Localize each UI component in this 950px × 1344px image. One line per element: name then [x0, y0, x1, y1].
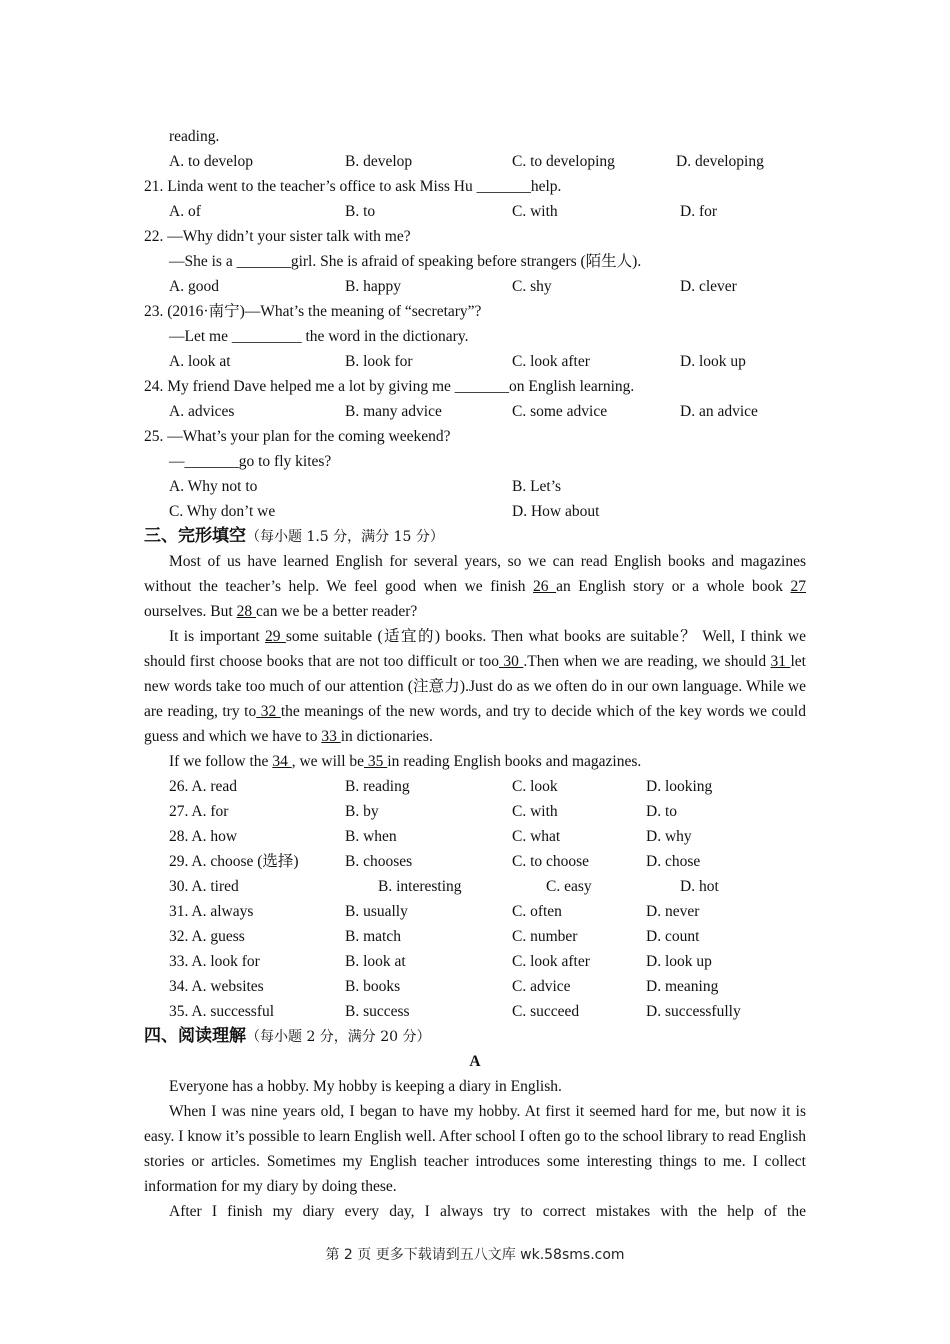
option-a: 27. A. for: [169, 803, 229, 820]
blank-31: 31: [770, 653, 791, 670]
option-b: B. reading: [345, 778, 410, 795]
section-3-title: 三、完形填空: [144, 526, 246, 546]
cloze-paragraph-3: [144, 749, 806, 774]
option-d: D. an advice: [680, 403, 758, 420]
q31-options: [144, 899, 806, 924]
cloze-paragraph-2: [144, 624, 806, 749]
q34-options: [144, 974, 806, 999]
reading-paragraph-1: Everyone has a hobby. My hobby is keeping a diary in English.: [169, 1078, 562, 1095]
reading-paragraph-2: When I was nine years old, I began to have my hobby. At first it seemed hard for me, but now it is easy. I know it’s possible to learn English well. After school I often go to the school library to read English stories or articles. Sometimes my English teacher introduces some interesting things to me. I collect information for my diary by doing these.: [144, 1103, 806, 1195]
option-b: B. books: [345, 978, 401, 995]
q23-stem-reply: —Let me _________ the word in the dictionary.: [169, 328, 469, 345]
blank-33: 33: [321, 728, 341, 745]
option-b: B. to: [345, 203, 376, 220]
option-b: B. usually: [345, 903, 408, 920]
blank-27: 27: [790, 578, 807, 595]
q20-options: [144, 149, 806, 174]
option-a: 26. A. read: [169, 778, 238, 795]
option-b: B. interesting: [378, 878, 462, 895]
option-b: B. many advice: [345, 403, 442, 420]
option-c: C. look: [512, 778, 558, 795]
exam-page: [144, 124, 806, 1224]
option-a: 35. A. successful: [169, 1003, 275, 1020]
option-c: C. often: [512, 903, 562, 920]
option-b: B. when: [345, 828, 397, 845]
option-a: 32. A. guess: [169, 928, 245, 945]
q28-options: [144, 824, 806, 849]
option-b: B. look at: [345, 953, 406, 970]
option-c: C. shy: [512, 278, 552, 295]
q35-options: [144, 999, 806, 1024]
option-b: B. look for: [345, 353, 413, 370]
option-a: A. Why not to: [169, 478, 258, 495]
option-c: C. some advice: [512, 403, 608, 420]
cloze-text: let new words take too much of our attention (注意力).Just do as we often do in our own language. While we are reading, try to: [144, 653, 806, 720]
option-c: C. to developing: [512, 153, 615, 170]
cloze-text: some suitable (适宜的) books. Then what books are suitable？ Well, I think we should first choose books that are not too difficult or too: [144, 628, 807, 670]
option-d: D. chose: [646, 853, 701, 870]
option-d: D. meaning: [646, 978, 719, 995]
q22-stem-reply: —She is a _______girl. She is afraid of speaking before strangers (陌生人).: [169, 253, 642, 270]
blank-28: 28: [236, 603, 256, 620]
cloze-text: If we follow the: [169, 753, 273, 770]
option-b: B. chooses: [345, 853, 413, 870]
section-4-note: （每小题 2 分，满分 20 分）: [246, 1029, 431, 1045]
cloze-text: ourselves. But: [144, 603, 237, 620]
option-c: C. with: [512, 203, 558, 220]
option-d: D. count: [646, 928, 700, 945]
q23-stem: 23. (2016·南宁)—What’s the meaning of “secretary”?: [144, 303, 482, 320]
q20-stem-tail: reading.: [169, 128, 220, 145]
q24-stem: 24. My friend Dave helped me a lot by giving me _______on English learning.: [144, 378, 635, 395]
option-b: B. develop: [345, 153, 413, 170]
option-d: D. look up: [680, 353, 746, 370]
cloze-text: , we will be: [291, 753, 365, 770]
option-b: B. match: [345, 928, 401, 945]
blank-29: 29: [265, 628, 286, 645]
cloze-text: the meanings of the new words, and try to decide which of the key words we could guess and which we have to: [144, 703, 806, 745]
option-d: D. looking: [646, 778, 713, 795]
blank-34: 34: [272, 753, 292, 770]
cloze-text: an English story or a whole book: [556, 578, 791, 595]
option-a: A. good: [169, 278, 219, 295]
blank-32: 32: [256, 703, 281, 720]
option-a: 31. A. always: [169, 903, 254, 920]
section-3-heading: [144, 524, 806, 549]
option-a: A. look at: [169, 353, 231, 370]
option-a: 29. A. choose (选择): [169, 853, 299, 870]
q26-options: [144, 774, 806, 799]
q25-options-row2: [144, 499, 806, 524]
q25-stem-reply: —_______go to fly kites?: [169, 453, 332, 470]
cloze-text: can we be a better reader?: [255, 603, 418, 620]
option-d: D. developing: [676, 153, 764, 170]
cloze-text: in reading English books and magazines.: [387, 753, 642, 770]
reading-paragraph-3: After I finish my diary every day, I always try to correct mistakes with the help of the: [169, 1203, 806, 1220]
q30-options: [144, 874, 806, 899]
q21-stem: 21. Linda went to the teacher’s office to ask Miss Hu _______help.: [144, 178, 562, 195]
option-d: D. to: [646, 803, 677, 820]
option-d: D. why: [646, 828, 692, 845]
q23-options: [144, 349, 806, 374]
option-c: C. easy: [546, 878, 592, 895]
q25-options-row1: [144, 474, 806, 499]
option-a: A. to develop: [169, 153, 253, 170]
option-d: D. successfully: [646, 1003, 741, 1020]
option-b: B. Let’s: [512, 478, 562, 495]
option-c: C. what: [512, 828, 561, 845]
option-c: C. succeed: [512, 1003, 580, 1020]
cloze-text: Most of us have learned English for several years, so we can read English books and magazines without the teacher’s help. We feel good when we finish: [144, 553, 806, 595]
option-b: B. happy: [345, 278, 401, 295]
option-d: D. look up: [646, 953, 712, 970]
option-c: C. look after: [512, 353, 590, 370]
option-c: C. number: [512, 928, 578, 945]
option-c: C. look after: [512, 953, 590, 970]
option-a: 28. A. how: [169, 828, 238, 845]
option-b: B. success: [345, 1003, 410, 1020]
q22-stem: 22. —Why didn’t your sister talk with me?: [144, 228, 411, 245]
option-a: A. advices: [169, 403, 235, 420]
section-4-title: 四、阅读理解: [144, 1026, 246, 1046]
option-d: D. for: [680, 203, 718, 220]
blank-35: 35: [364, 753, 388, 770]
q22-options: [144, 274, 806, 299]
section-3-note: （每小题 1.5 分，满分 15 分）: [246, 529, 444, 545]
option-a: 34. A. websites: [169, 978, 264, 995]
option-a: A. of: [169, 203, 201, 220]
option-d: D. never: [646, 903, 700, 920]
cloze-text: It is important: [169, 628, 266, 645]
blank-30: 30: [498, 653, 524, 670]
option-a: 33. A. look for: [169, 953, 260, 970]
option-d: D. How about: [512, 503, 600, 520]
option-c: C. to choose: [512, 853, 590, 870]
q33-options: [144, 949, 806, 974]
option-c: C. with: [512, 803, 558, 820]
option-c: C. advice: [512, 978, 571, 995]
option-b: B. by: [345, 803, 379, 820]
q21-options: [144, 199, 806, 224]
q29-options: [144, 849, 806, 874]
section-4-heading: [144, 1024, 806, 1049]
q25-stem: 25. —What’s your plan for the coming weekend?: [144, 428, 451, 445]
cloze-text: .Then when we are reading, we should: [523, 653, 771, 670]
q27-options: [144, 799, 806, 824]
q32-options: [144, 924, 806, 949]
option-d: D. hot: [680, 878, 719, 895]
passage-label: A: [469, 1053, 481, 1070]
option-d: D. clever: [680, 278, 737, 295]
q24-options: [144, 399, 806, 424]
page-footer: 第 2 页 更多下载请到五八文库 wk.58sms.com: [325, 1247, 625, 1263]
blank-26: 26: [533, 578, 557, 595]
cloze-text: in dictionaries.: [340, 728, 433, 745]
cloze-paragraph-1: [144, 549, 806, 624]
option-a: 30. A. tired: [169, 878, 239, 895]
option-c: C. Why don’t we: [169, 503, 276, 520]
